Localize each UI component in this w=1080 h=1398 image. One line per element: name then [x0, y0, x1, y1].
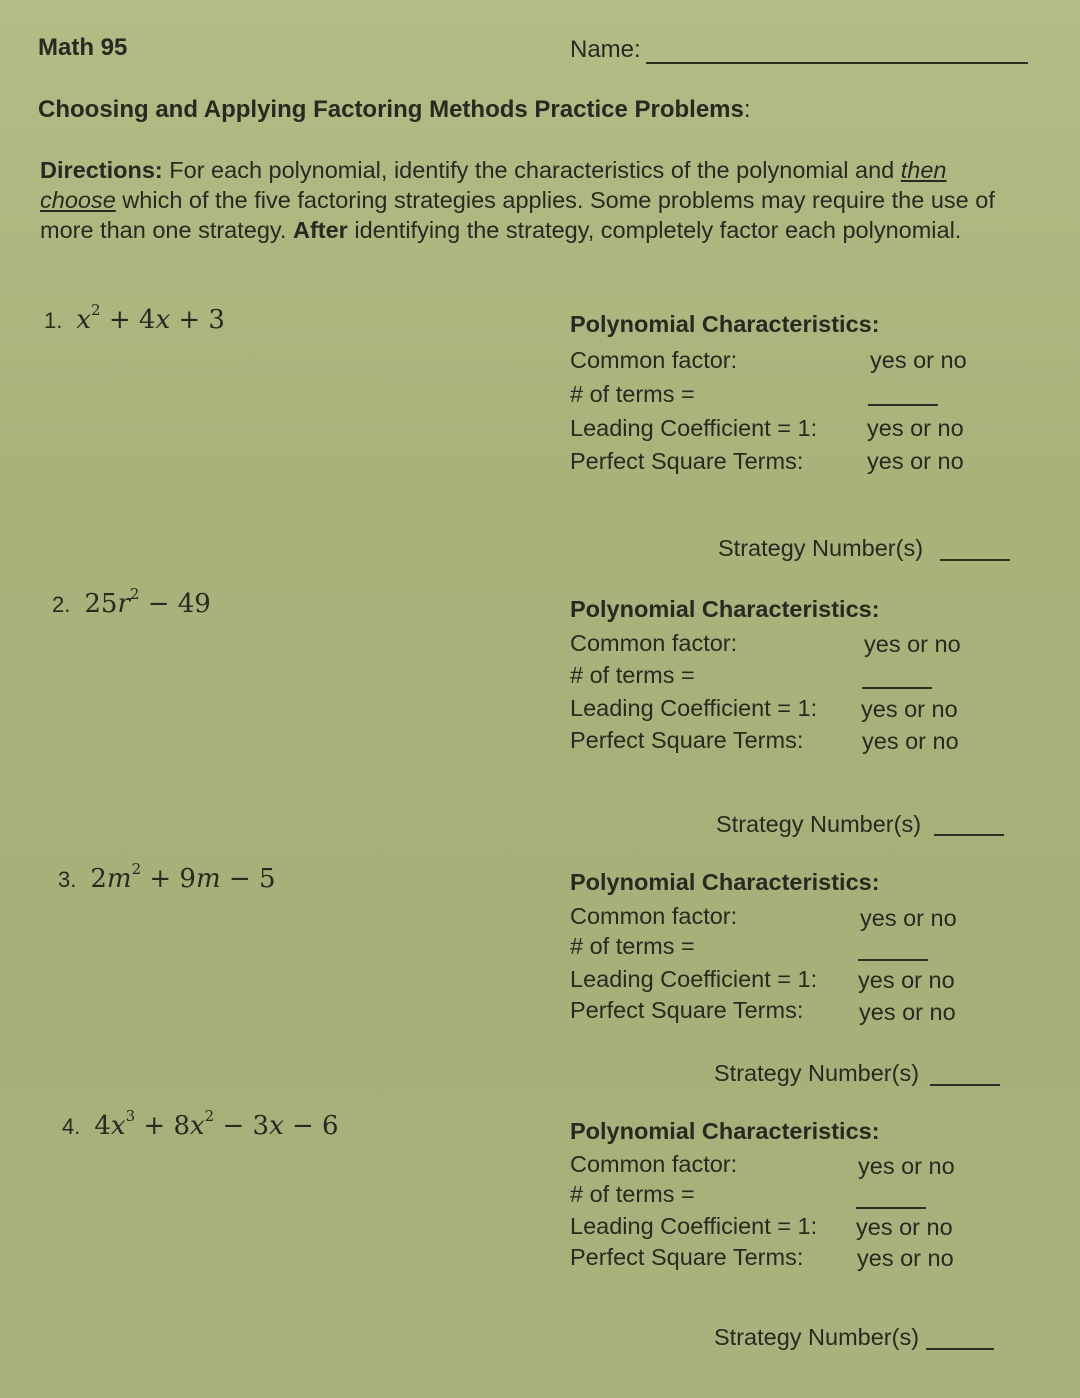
expr-var: x [269, 1111, 284, 1141]
directions-text-2: which of the five factoring strategies applies. Some problems may require the use of [115, 187, 995, 213]
strategy-label: Strategy Number(s) [714, 1324, 920, 1350]
expr-term: 2 [90, 864, 107, 894]
name-label: Name: [570, 36, 641, 63]
perfect-square-label: Perfect Square Terms: [570, 448, 804, 474]
directions-paragraph [40, 155, 1075, 245]
expr-var: r [117, 589, 130, 619]
strategy-blank[interactable] [940, 559, 1010, 561]
worksheet-title-colon: : [743, 96, 751, 123]
directions-then: then [900, 157, 947, 183]
directions-line-1 [40, 155, 1075, 185]
strategy-label: Strategy Number(s) [714, 1060, 920, 1086]
common-factor-label: Common factor: [570, 903, 738, 929]
perfect-square-label: Perfect Square Terms: [570, 1244, 804, 1270]
num-terms-blank[interactable] [862, 687, 932, 689]
name-blank-line[interactable] [646, 62, 1028, 64]
strategy-label: Strategy Number(s) [716, 811, 922, 837]
characteristics-heading: Polynomial Characteristics: [570, 596, 880, 622]
directions-choose: choose [40, 187, 116, 213]
leading-coefficient-label: Leading Coefficient = 1: [570, 415, 818, 441]
worksheet-title [38, 96, 751, 124]
num-terms-label: # of terms = [570, 381, 695, 407]
problem-number: 3. [58, 867, 77, 892]
perfect-square-label: Perfect Square Terms: [570, 997, 804, 1023]
expr-var: x [110, 1111, 126, 1141]
perfect-square-choice[interactable]: yes or no [857, 1245, 954, 1271]
common-factor-label: Common factor: [570, 1151, 738, 1177]
directions-line-3 [40, 215, 1075, 245]
common-factor-label: Common factor: [570, 630, 738, 656]
num-terms-blank[interactable] [868, 404, 938, 406]
expr-var: m [106, 864, 132, 894]
problem-number: 2. [52, 592, 71, 617]
problem-2-expression [52, 585, 211, 619]
characteristics-heading: Polynomial Characteristics: [570, 1118, 880, 1144]
worksheet-title-text: Choosing and Applying Factoring Methods Practice Problems [38, 96, 744, 123]
num-terms-label: # of terms = [570, 1181, 695, 1207]
expr-term: − 6 [283, 1111, 339, 1141]
problem-3-expression [58, 860, 276, 894]
common-factor-choice[interactable]: yes or no [860, 905, 957, 931]
common-factor-choice[interactable]: yes or no [858, 1153, 955, 1179]
expr-var: m [195, 864, 221, 894]
expr-exponent: 2 [131, 860, 142, 878]
leading-coefficient-choice[interactable]: yes or no [867, 415, 964, 441]
strategy-blank[interactable] [934, 834, 1004, 836]
strategy-blank[interactable] [926, 1348, 994, 1350]
perfect-square-choice[interactable]: yes or no [867, 448, 964, 474]
expr-term: 25 [84, 589, 118, 619]
directions-lead: Directions: [40, 157, 163, 183]
leading-coefficient-label: Leading Coefficient = 1: [570, 1213, 818, 1239]
common-factor-choice[interactable]: yes or no [870, 347, 967, 373]
characteristics-heading: Polynomial Characteristics: [570, 311, 880, 337]
num-terms-blank[interactable] [856, 1207, 926, 1209]
problem-4-expression [62, 1107, 339, 1141]
expr-term: + 3 [170, 305, 225, 335]
common-factor-choice[interactable]: yes or no [864, 631, 961, 657]
characteristics-heading: Polynomial Characteristics: [570, 869, 880, 895]
expr-exponent: 2 [129, 585, 140, 603]
leading-coefficient-label: Leading Coefficient = 1: [570, 966, 818, 992]
expr-term: + 8 [135, 1111, 190, 1141]
leading-coefficient-choice[interactable]: yes or no [861, 696, 958, 722]
strategy-blank[interactable] [930, 1084, 1000, 1086]
leading-coefficient-choice[interactable]: yes or no [858, 967, 955, 993]
problem-1-expression [44, 301, 225, 335]
expr-term: − 5 [220, 864, 276, 894]
leading-coefficient-label: Leading Coefficient = 1: [570, 695, 818, 721]
directions-text-1: For each polynomial, identify the characteristics of the polynomial and [162, 157, 901, 183]
expr-term: + 9 [141, 864, 196, 894]
expr-exponent: 2 [91, 301, 101, 319]
num-terms-blank[interactable] [858, 959, 928, 961]
expr-var: x [189, 1111, 205, 1141]
perfect-square-label: Perfect Square Terms: [570, 727, 804, 753]
problem-number: 4. [62, 1114, 81, 1139]
expr-var: x [155, 305, 171, 335]
num-terms-label: # of terms = [570, 662, 695, 688]
expr-term: + 4 [100, 305, 156, 335]
perfect-square-choice[interactable]: yes or no [859, 999, 956, 1025]
problem-number: 1. [44, 308, 63, 333]
expr-var: x [76, 305, 92, 335]
course-title: Math 95 [38, 34, 128, 61]
directions-after: After [292, 217, 348, 243]
num-terms-label: # of terms = [570, 933, 695, 959]
common-factor-label: Common factor: [570, 347, 738, 373]
expr-term: − 3 [214, 1111, 270, 1141]
strategy-label: Strategy Number(s) [718, 535, 924, 561]
expr-term: 4 [94, 1111, 111, 1141]
expr-term: − 49 [139, 589, 211, 619]
directions-text-3a: more than one strategy. [40, 217, 293, 243]
expr-exponent: 2 [204, 1107, 215, 1125]
leading-coefficient-choice[interactable]: yes or no [856, 1214, 953, 1240]
directions-text-3b: identifying the strategy, completely factor each polynomial. [347, 217, 962, 243]
expr-exponent: 3 [125, 1107, 136, 1125]
directions-line-2 [40, 185, 1075, 215]
perfect-square-choice[interactable]: yes or no [862, 728, 959, 754]
